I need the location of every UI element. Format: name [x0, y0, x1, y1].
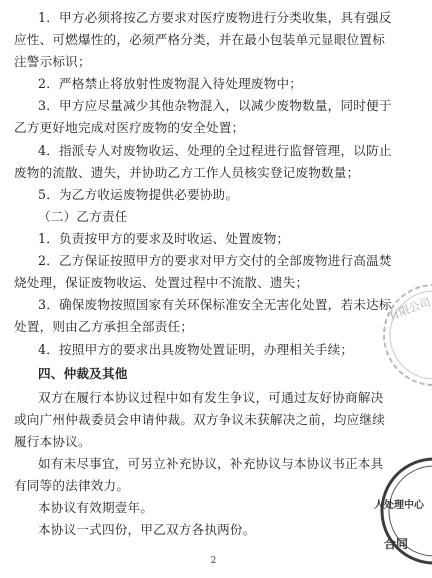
body-line: 如有未尽事宜，可另立补充协议，补充协议与本协议书正本具	[38, 456, 384, 471]
body-line: 乙方更好地完成对医疗废物的安全处置；	[14, 120, 245, 135]
seal-text: 有限公司	[386, 295, 432, 323]
body-line: 4．指派专人对废物收运、处理的全过程进行监督管理，以防止	[38, 143, 392, 158]
body-line: 本协议一式四份，甲乙双方各执两份。	[38, 522, 256, 537]
seal-stamp-partial	[372, 280, 432, 390]
section-heading: （二）乙方责任	[38, 209, 128, 224]
seal-label: 合同	[384, 537, 409, 551]
body-line: 处置，则由乙方承担全部责任；	[14, 319, 194, 334]
body-line: 应性、可燃爆性的，必须严格分类，并在最小包装单元显眼位置标	[14, 32, 386, 47]
body-line: 注警示标识；	[14, 54, 91, 69]
body-line: 5．为乙方收运废物提供必要协助。	[38, 187, 239, 202]
section-heading-arbitration: 四、仲裁及其他	[38, 366, 128, 381]
body-line: 4．按照甲方的要求出具废物处置证明，办理相关手续；	[38, 342, 354, 357]
body-line: 双方在履行本协议过程中如有发生争议，可通过友好协商解决	[38, 390, 384, 405]
body-line: 1．负责按甲方的要求及时收运、处置废物；	[38, 231, 290, 246]
body-line: 烧处理，保证废物收运、处置过程中不流散、遗失；	[14, 275, 309, 290]
body-line: 有同等的法律效力。	[14, 478, 130, 493]
body-line: 履行本协议。	[14, 434, 91, 449]
body-line: 2．乙方保证按照甲方的要求对甲方交付的全部废物进行高温焚	[38, 253, 392, 268]
body-line: 3．确保废物按照国家有关环保标准安全无害化处置，若未达标	[38, 297, 392, 312]
body-line: 或向广州仲裁委员会申请仲裁。双方争议未获解决之前，均应继续	[14, 412, 386, 427]
body-line: 3．甲方应尽量减少其他杂物混入，以减少废物数量，同时便于	[38, 98, 392, 113]
body-line: 本协议有效期壹年。	[38, 500, 154, 515]
page-number: 2	[210, 556, 217, 566]
seal-stamp-contract	[362, 456, 427, 566]
body-line: 废物的流散、遗失，并协助乙方工作人员核实登记废物数量；	[14, 165, 360, 180]
body-line: 1．甲方必须将按乙方要求对医疗废物进行分类收集，具有强反	[38, 10, 392, 25]
seal-text: 人处理中心	[374, 500, 424, 511]
body-line: 2．严格禁止将放射性废物混入待处理废物中；	[38, 76, 303, 91]
